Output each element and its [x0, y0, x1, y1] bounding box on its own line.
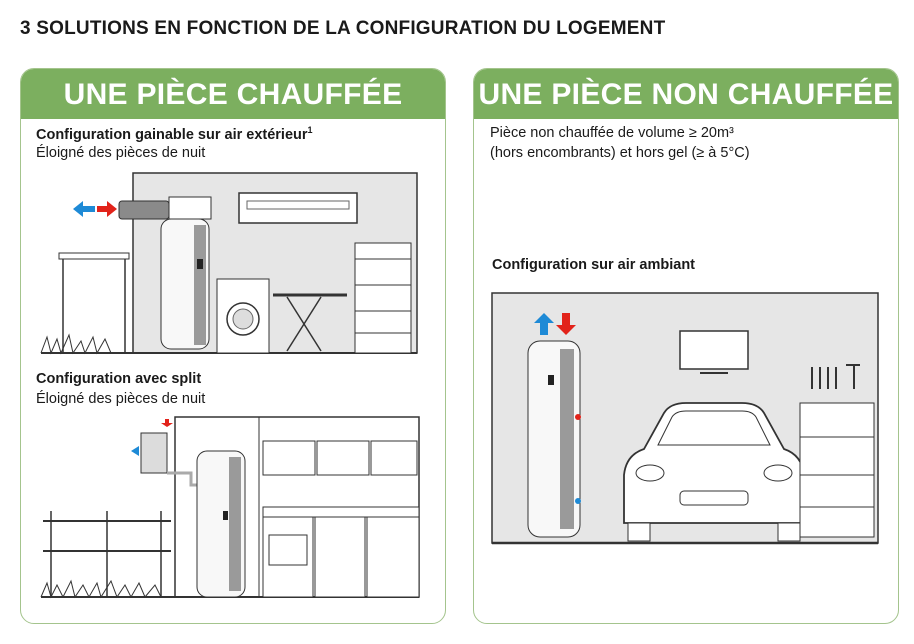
car-wheel-left — [628, 523, 650, 541]
tank-panel — [229, 457, 241, 591]
kitchen-cabinet-low — [315, 517, 365, 597]
car-wheel-right — [778, 523, 800, 541]
config-split-subtitle: Éloigné des pièces de nuit — [36, 391, 206, 407]
kitchen-counter — [263, 507, 419, 517]
red-arrow-icon — [161, 419, 173, 427]
kitchen-cabinet-2 — [317, 441, 369, 475]
heat-pump-panel — [194, 225, 206, 345]
ducted-config-illustration — [21, 167, 445, 363]
config-ducted-title — [36, 125, 313, 143]
red-arrow-icon — [97, 201, 117, 217]
heated-room-header: UNE PIÈCE CHAUFFÉE — [21, 69, 445, 119]
page-title: 3 SOLUTIONS EN FONCTION DE LA CONFIGURATION DU LOGEMENT — [20, 18, 666, 39]
heat-pump-display — [197, 259, 203, 269]
footnote-marker: 1 — [307, 125, 313, 135]
unheated-description-line2: (hors encombrants) et hors gel (≥ à 5°C) — [490, 145, 750, 161]
car-headlight-right — [764, 465, 792, 481]
heated-room-panel — [20, 68, 446, 624]
air-duct — [119, 201, 169, 219]
ambient-config-illustration — [474, 279, 898, 559]
heat-pump-display — [548, 375, 554, 385]
duct-connector — [169, 197, 211, 219]
garage-shelf — [800, 403, 874, 537]
heat-pump-panel — [560, 349, 574, 529]
tank-display — [223, 511, 228, 520]
pipe-cold — [575, 498, 581, 504]
config-ducted-subtitle: Éloigné des pièces de nuit — [36, 145, 206, 161]
grass — [41, 581, 161, 597]
oven-door — [269, 535, 307, 565]
config-ducted-title-text: Configuration gainable sur air extérieur — [36, 126, 308, 143]
unheated-description-line1: Pièce non chauffée de volume ≥ 20m³ — [490, 125, 734, 141]
car-headlight-left — [636, 465, 664, 481]
kitchen-cabinet-1 — [263, 441, 315, 475]
split-outdoor-unit — [141, 433, 167, 473]
config-ambient-title: Configuration sur air ambiant — [492, 257, 696, 273]
config-split-title: Configuration avec split — [36, 371, 202, 387]
blue-arrow-icon — [73, 201, 95, 217]
kitchen-hood — [371, 441, 417, 475]
unheated-room-panel — [473, 68, 899, 624]
grass — [41, 335, 111, 353]
dishwasher — [367, 517, 419, 597]
washing-drum-inner — [233, 309, 253, 329]
ac-vent — [247, 201, 349, 209]
wall-screen — [680, 331, 748, 369]
split-config-illustration — [21, 411, 445, 623]
pipe-hot — [575, 414, 581, 420]
blue-arrow-icon — [131, 446, 139, 456]
car-windshield — [658, 411, 770, 445]
unheated-room-header: UNE PIÈCE NON CHAUFFÉE — [474, 69, 898, 119]
exterior-table — [59, 253, 129, 259]
car-grille — [680, 491, 748, 505]
